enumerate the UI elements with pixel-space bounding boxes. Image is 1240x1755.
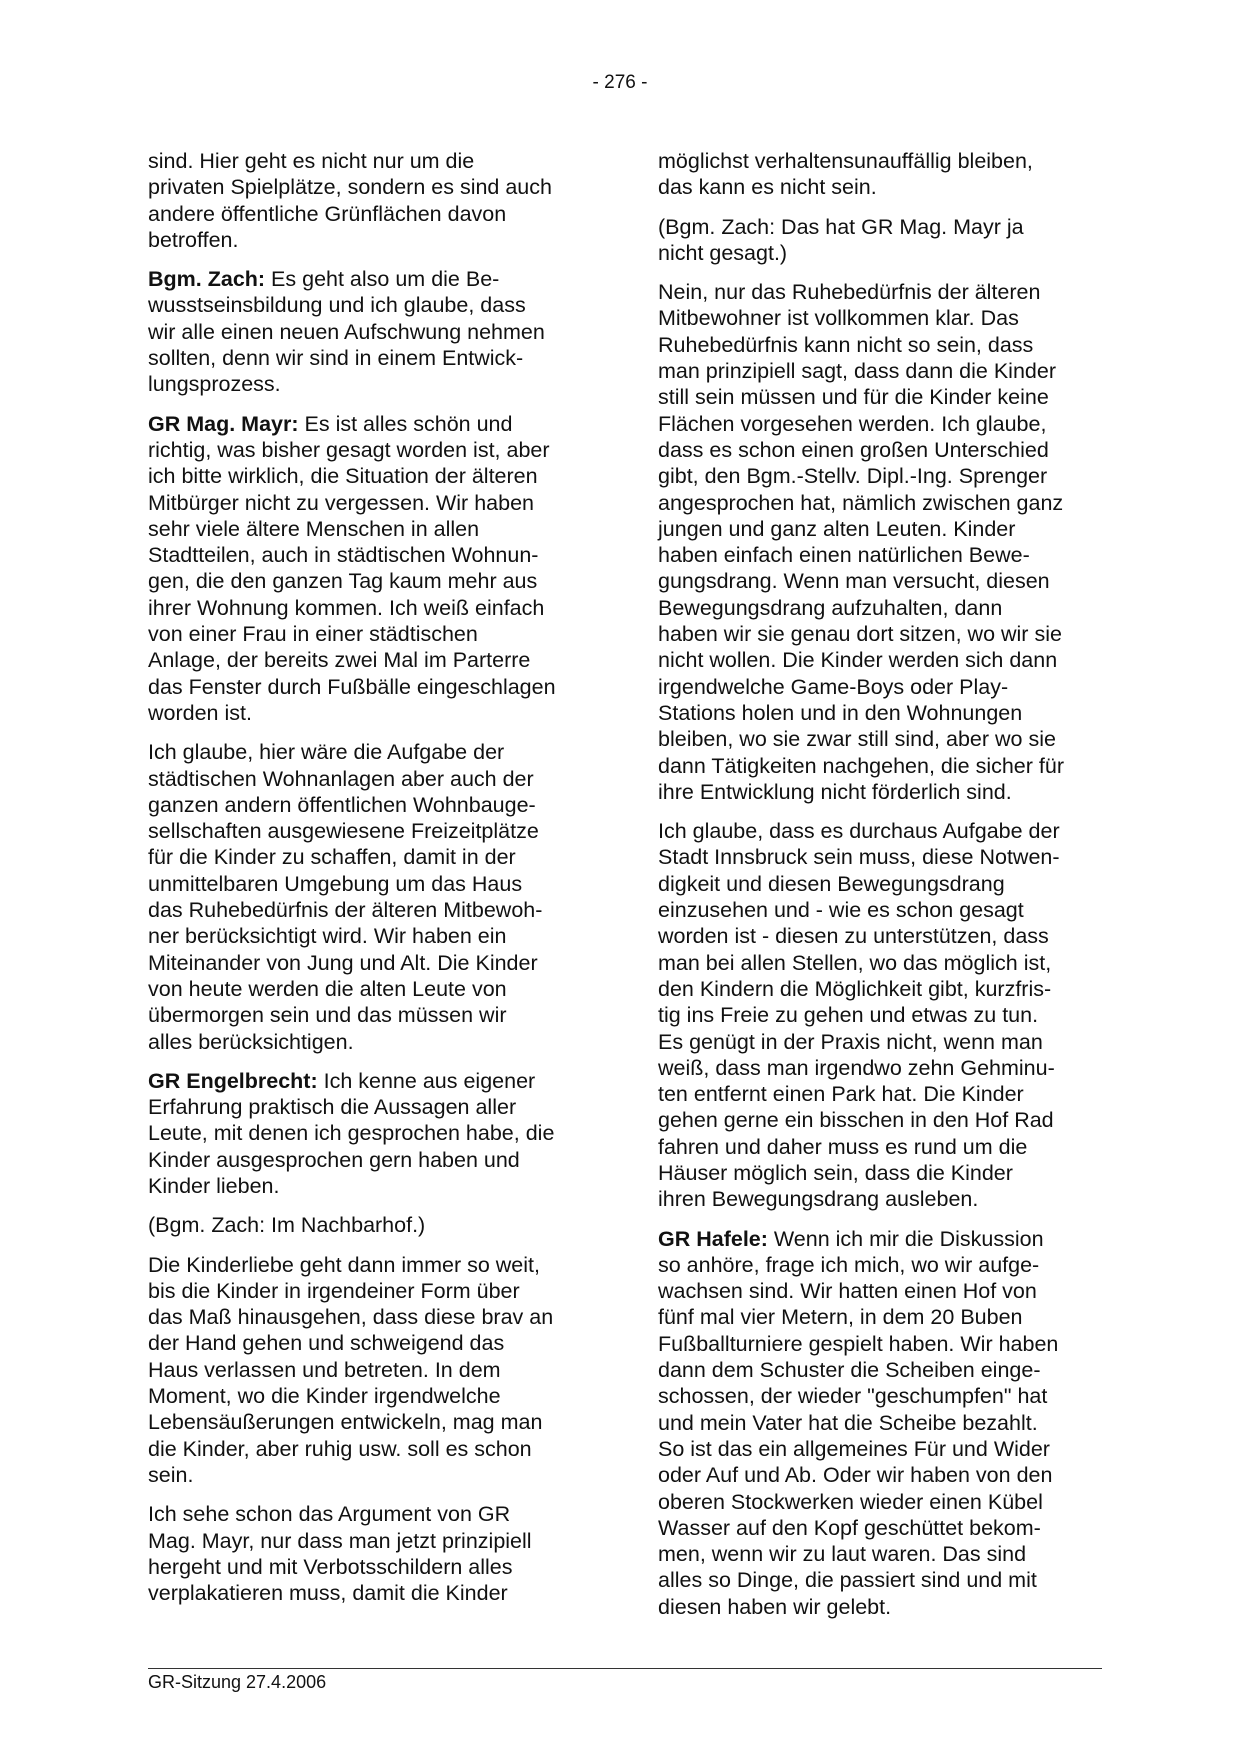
text-line: alles so Dinge, die passiert sind und mit [658, 1568, 1037, 1593]
speaker-name: GR Hafele: [658, 1226, 768, 1251]
text-line: Kinder ausgesprochen gern haben und [148, 1147, 520, 1172]
text-line: Stadtteilen, auch in städtischen Wohnun- [148, 543, 539, 568]
text-line: nicht wollen. Die Kinder werden sich dann [658, 648, 1058, 673]
text-line: bleiben, wo sie zwar still sind, aber wo sie [658, 727, 1056, 752]
text-line: ihre Entwicklung nicht förderlich sind. [658, 779, 1012, 804]
text-line: irgendwelche Game-Boys oder Play- [658, 674, 1009, 699]
text-line: haben wir sie genau dort sitzen, wo wir sie [658, 622, 1062, 647]
text-line: worden ist. [148, 700, 252, 725]
text-line: Mag. Mayr, nur dass man jetzt prinzipiell [148, 1528, 532, 1553]
text-line: Miteinander von Jung und Alt. Die Kinder [148, 950, 538, 975]
text-line: der Hand gehen und schweigend das [148, 1331, 505, 1356]
footer-session-date: GR-Sitzung 27.4.2006 [148, 1672, 327, 1692]
text-line: jungen und ganz alten Leuten. Kinder [658, 516, 1016, 541]
text-line: Flächen vorgesehen werden. Ich glaube, [658, 411, 1047, 436]
paragraph [658, 818, 1102, 1212]
text-line: (Bgm. Zach: Das hat GR Mag. Mayr ja [658, 214, 1024, 239]
text-line: man prinzipiell sagt, dass dann die Kinder [658, 359, 1056, 384]
text-line: digkeit und diesen Bewegungsdrang [658, 871, 1005, 896]
text-line: gungsdrang. Wenn man versucht, diesen [658, 569, 1050, 594]
right-column [658, 148, 1102, 1633]
text-line: verplakatieren muss, damit die Kinder [148, 1581, 508, 1606]
paragraph [148, 266, 588, 397]
text-line: von einer Frau in einer städtischen [148, 622, 478, 647]
text-line: Moment, wo die Kinder irgendwelche [148, 1384, 501, 1409]
text-line: oberen Stockwerken wieder einen Kübel [658, 1489, 1043, 1514]
text-line: fahren und daher muss es rund um die [658, 1134, 1028, 1159]
text-line: Kinder lieben. [148, 1173, 280, 1198]
paragraph [148, 411, 588, 727]
paragraph [658, 148, 1102, 201]
text-line: dann dem Schuster die Scheiben einge- [658, 1358, 1041, 1383]
paragraph [148, 739, 588, 1055]
text-line: hergeht und mit Verbotsschildern alles [148, 1554, 513, 1579]
page-number: - 276 - [592, 72, 648, 93]
text-line: dann Tätigkeiten nachgehen, die sicher für [658, 753, 1064, 778]
text-line: Erfahrung praktisch die Aussagen aller [148, 1095, 517, 1120]
text-line: so anhöre, frage ich mich, wo wir aufge- [658, 1252, 1040, 1277]
text-line: Es genügt in der Praxis nicht, wenn man [658, 1029, 1043, 1054]
text-line: Ich kenne aus eigener [317, 1068, 536, 1093]
text-line: oder Auf und Ab. Oder wir haben von den [658, 1463, 1053, 1488]
speaker-name: Bgm. Zach: [148, 267, 266, 292]
text-line: still sein müssen und für die Kinder keine [658, 385, 1049, 410]
text-line: Stations holen und in den Wohnungen [658, 700, 1023, 725]
text-line: und mein Vater hat die Scheibe bezahlt. [658, 1410, 1038, 1435]
text-line: ihren Bewegungsdrang ausleben. [658, 1187, 979, 1212]
text-line: sein. [148, 1462, 194, 1487]
text-line: gehen gerne ein bisschen in den Hof Rad [658, 1108, 1054, 1133]
text-line: dass es schon einen großen Unterschied [658, 437, 1049, 462]
text-line: weiß, dass man irgendwo zehn Gehminu- [658, 1055, 1055, 1080]
text-line: diesen haben wir gelebt. [658, 1594, 892, 1619]
speaker-name: GR Mag. Mayr: [148, 411, 299, 436]
text-line: unmittelbaren Umgebung um das Haus [148, 871, 523, 896]
text-line: richtig, was bisher gesagt worden ist, aber [148, 437, 550, 462]
text-line: So ist das ein allgemeines Für und Wider [658, 1436, 1050, 1461]
footer-divider [148, 1668, 1102, 1669]
text-line: Wenn ich mir die Diskussion [767, 1226, 1044, 1251]
text-line: andere öffentliche Grünflächen davon [148, 201, 507, 226]
text-line: ten entfernt einen Park hat. Die Kinder [658, 1082, 1024, 1107]
paragraph [148, 1252, 588, 1489]
text-line: das Maß hinausgehen, dass diese brav an [148, 1305, 554, 1330]
text-line: ganzen andern öffentlichen Wohnbauge- [148, 792, 536, 817]
text-line: möglichst verhaltensunauffällig bleiben, [658, 149, 1033, 173]
text-line: schossen, der wieder "geschumpfen" hat [658, 1384, 1048, 1409]
text-line: Es geht also um die Be- [265, 267, 500, 292]
text-line: Mitbewohner ist vollkommen klar. Das [658, 306, 1019, 331]
paragraph [148, 148, 588, 253]
text-line: Wasser auf den Kopf geschüttet bekom- [658, 1515, 1041, 1540]
text-line: einzusehen und - wie es schon gesagt [658, 898, 1024, 923]
text-line: sollten, denn wir sind in einem Entwick- [148, 346, 524, 371]
text-line: ner berücksichtigt wird. Wir haben ein [148, 924, 507, 949]
text-line: angesprochen hat, nämlich zwischen ganz [658, 490, 1064, 515]
text-line: man bei allen Stellen, wo das möglich ist, [658, 950, 1052, 975]
text-line: worden ist - diesen zu unterstützen, dass [658, 924, 1049, 949]
paragraph [148, 1068, 588, 1199]
paragraph [148, 1212, 588, 1238]
text-line: haben einfach einen natürlichen Bewe- [658, 543, 1030, 568]
text-line: Ich sehe schon das Argument von GR [148, 1502, 511, 1527]
text-line: Häuser möglich sein, dass die Kinder [658, 1160, 1013, 1185]
paragraph [658, 279, 1102, 805]
text-line: bis die Kinder in irgendeiner Form über [148, 1278, 520, 1303]
text-line: Ich glaube, hier wäre die Aufgabe der [148, 740, 505, 765]
text-line: wusstseinsbildung und ich glaube, dass [148, 293, 526, 318]
left-column [148, 148, 588, 1619]
text-line: nicht gesagt.) [658, 240, 788, 265]
text-line: Anlage, der bereits zwei Mal im Parterre [148, 648, 531, 673]
text-line: Bewegungsdrang aufzuhalten, dann [658, 595, 1003, 620]
text-line: alles berücksichtigen. [148, 1029, 354, 1054]
text-line: privaten Spielplätze, sondern es sind auch [148, 175, 552, 200]
text-line: von heute werden die alten Leute von [148, 976, 507, 1001]
text-line: gen, die den ganzen Tag kaum mehr aus [148, 569, 538, 594]
text-line: wachsen sind. Wir hatten einen Hof von [658, 1279, 1037, 1304]
text-line: gibt, den Bgm.-Stellv. Dipl.-Ing. Sprenger [658, 464, 1048, 489]
paragraph [658, 214, 1102, 267]
text-line: tig ins Freie zu gehen und etwas zu tun. [658, 1003, 1039, 1028]
text-line: wir alle einen neuen Aufschwung nehmen [148, 319, 545, 344]
paragraph [148, 1501, 588, 1606]
text-line: fünf mal vier Metern, in dem 20 Buben [658, 1305, 1023, 1330]
paragraph [658, 1226, 1102, 1620]
text-line: sellschaften ausgewiesene Freizeitplätze [148, 819, 539, 844]
text-line: (Bgm. Zach: Im Nachbarhof.) [148, 1213, 426, 1238]
text-line: das kann es nicht sein. [658, 175, 877, 200]
text-line: Leute, mit denen ich gesprochen habe, die [148, 1121, 555, 1146]
text-line: den Kindern die Möglichkeit gibt, kurzfris- [658, 976, 1052, 1001]
text-line: das Fenster durch Fußbälle eingeschlagen [148, 674, 556, 699]
text-line: Mitbürger nicht zu vergessen. Wir haben [148, 490, 534, 515]
text-line: übermorgen sein und das müssen wir [148, 1003, 507, 1028]
text-line: städtischen Wohnanlagen aber auch der [148, 766, 534, 791]
text-line: das Ruhebedürfnis der älteren Mitbewoh- [148, 898, 543, 923]
text-line: men, wenn wir zu laut waren. Das sind [658, 1542, 1027, 1567]
text-line: Ruhebedürfnis kann nicht so sein, dass [658, 332, 1034, 357]
text-line: betroffen. [148, 227, 239, 252]
text-line: Die Kinderliebe geht dann immer so weit, [148, 1252, 540, 1277]
text-line: die Kinder, aber ruhig usw. soll es schon [148, 1436, 532, 1461]
text-line: Lebensäußerungen entwickeln, mag man [148, 1410, 543, 1435]
text-line: für die Kinder zu schaffen, damit in der [148, 845, 516, 870]
text-line: sind. Hier geht es nicht nur um die [148, 149, 475, 173]
text-line: Es ist alles schön und [298, 411, 513, 436]
text-line: ihrer Wohnung kommen. Ich weiß einfach [148, 595, 545, 620]
text-line: Nein, nur das Ruhebedürfnis der älteren [658, 280, 1041, 305]
text-line: sehr viele ältere Menschen in allen [148, 516, 480, 541]
text-line: lungsprozess. [148, 372, 281, 397]
text-line: Haus verlassen und betreten. In dem [148, 1357, 501, 1382]
text-line: ich bitte wirklich, die Situation der älteren [148, 464, 538, 489]
speaker-name: GR Engelbrecht: [148, 1068, 318, 1093]
text-line: Stadt Innsbruck sein muss, diese Notwen- [658, 845, 1060, 870]
text-line: Fußballturniere gespielt haben. Wir haben [658, 1331, 1059, 1356]
text-line: Ich glaube, dass es durchaus Aufgabe der [658, 819, 1060, 844]
